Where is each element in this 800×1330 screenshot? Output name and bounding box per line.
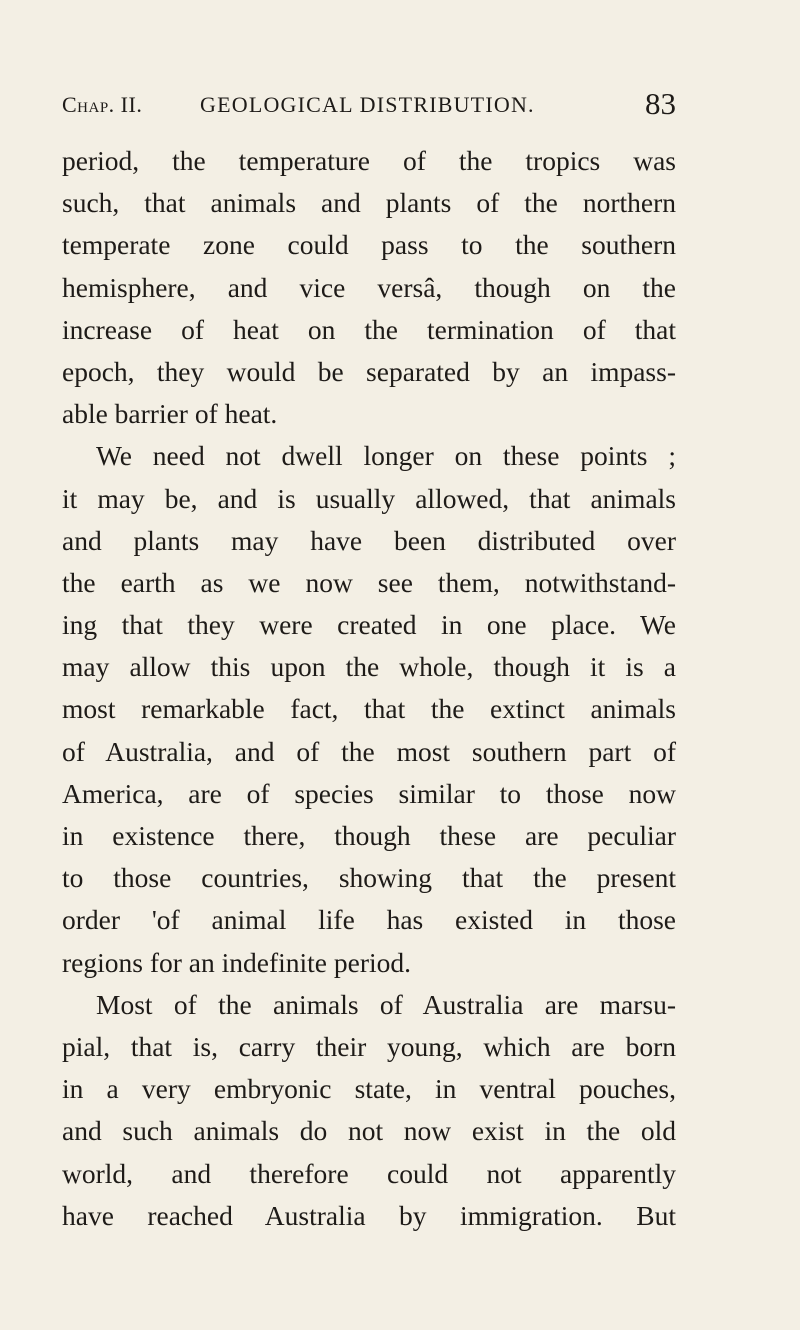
text-line: order 'of animal life has existed in those [62,904,676,936]
text-line: ing that they were created in one place. We [62,609,676,641]
text-line: able barrier of heat. [62,398,278,430]
text-line: temperate zone could pass to the southern [62,229,676,261]
text-line: pial, that is, carry their young, which are born [62,1030,676,1062]
running-head [62,86,676,126]
text-line: have reached Australia by immigration. But [62,1199,676,1231]
text-line: We need not dwell longer on these points ; [96,440,676,472]
text-line: world, and therefore could not apparently [62,1157,676,1189]
text-line: increase of heat on the termination of that [62,313,676,345]
text-line: period, the temperature of the tropics was [62,145,676,176]
text-line: may allow this upon the whole, though it is a [62,651,676,683]
text-line: of Australia, and of the most southern part of [62,735,676,767]
text-line: most remarkable fact, that the extinct animals [62,693,676,725]
text-line: regions for an indefinite period. [62,946,411,978]
text-line: such, that animals and plants of the northern [62,187,676,219]
chapter-label: Chap. II. [62,92,143,117]
text-line: epoch, they would be separated by an impass- [62,355,676,387]
running-title: GEOLOGICAL DISTRIBUTION. [200,92,535,117]
text-line: it may be, and is usually allowed, that animals [62,482,676,514]
text-line: to those countries, showing that the present [62,862,676,894]
text-line: Most of the animals of Australia are marsu- [96,988,676,1020]
text-line: and such animals do not now exist in the old [62,1115,676,1147]
text-line: in a very embryonic state, in ventral pouches, [62,1073,676,1105]
page-number: 83 [645,86,676,121]
text-line: America, are of species similar to those now [62,777,676,809]
body-text [62,140,676,1237]
text-line: in existence there, though these are peculiar [62,820,676,851]
text-line: and plants may have been distributed over [62,524,676,556]
text-line: the earth as we now see them, notwithstand- [62,566,676,598]
text-line: hemisphere, and vice versâ, though on the [62,271,676,303]
